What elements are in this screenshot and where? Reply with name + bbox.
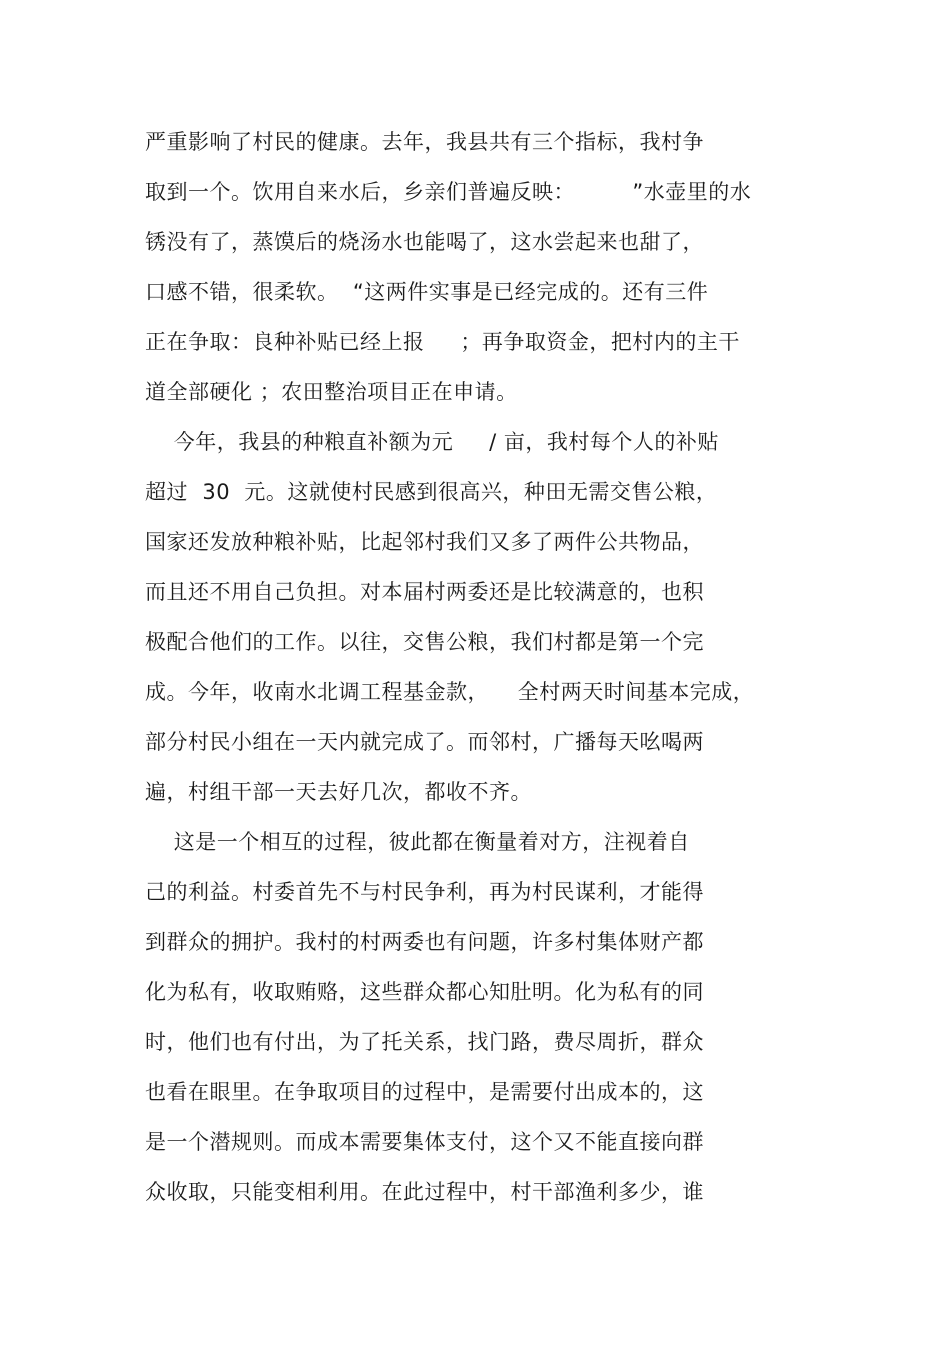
text-line: 遍，村组干部一天去好几次，都收不齐。 <box>145 780 532 804</box>
text-line: 锈没有了，蒸馍后的烧汤水也能喝了，这水尝起来也甜了， <box>145 230 704 254</box>
text-line: 部分村民小组在一天内就完成了。而邻村，广播每天吆喝两 <box>145 730 704 754</box>
text-line: 道全部硬化 ；农田整治项目正在申请。 <box>145 380 518 404</box>
text-line: 也看在眼里。在争取项目的过程中，是需要付出成本的，这 <box>145 1080 704 1104</box>
text-line: 是一个潜规则。而成本需要集体支付，这个又不能直接向群 <box>145 1130 704 1154</box>
text-line: 正在争取：良种补贴已经上报 ；再争取资金，把村内的主干 <box>145 330 740 354</box>
text-line: 取到一个。饮用自来水后，乡亲们普遍反映： ”水壶里的水 <box>145 180 752 204</box>
text-line: 口感不错，很柔软。 “这两件实事是已经完成的。还有三件 <box>145 280 709 304</box>
text-line: 到群众的拥护。我村的村两委也有问题，许多村集体财产都 <box>145 930 704 954</box>
text-line: 极配合他们的工作。以往，交售公粮，我们村都是第一个完 <box>145 630 704 654</box>
text-line: 己的利益。村委首先不与村民争利，再为村民谋利，才能得 <box>145 880 704 904</box>
text-line: 众收取，只能变相利用。在此过程中，村干部渔利多少，谁 <box>145 1180 704 1204</box>
text-line: 时，他们也有付出，为了托关系，找门路，费尽周折，群众 <box>145 1030 704 1054</box>
text-line: 国家还发放种粮补贴，比起邻村我们又多了两件公共物品， <box>145 530 704 554</box>
text-line: 今年，我县的种粮直补额为元 / 亩，我村每个人的补贴 <box>145 430 719 454</box>
text-line: 成。今年，收南水北调工程基金款， 全村两天时间基本完成， <box>145 680 755 704</box>
text-line: 而且还不用自己负担。对本届村两委还是比较满意的，也积 <box>145 580 704 604</box>
text-line: 化为私有，收取贿赂，这些群众都心知肚明。化为私有的同 <box>145 980 704 1004</box>
text-line: 超过 30 元。这就使村民感到很高兴，种田无需交售公粮， <box>145 480 718 504</box>
text-line: 这是一个相互的过程，彼此都在衡量着对方，注视着自 <box>145 830 690 854</box>
text-line: 严重影响了村民的健康。去年，我县共有三个指标，我村争 <box>145 130 704 154</box>
